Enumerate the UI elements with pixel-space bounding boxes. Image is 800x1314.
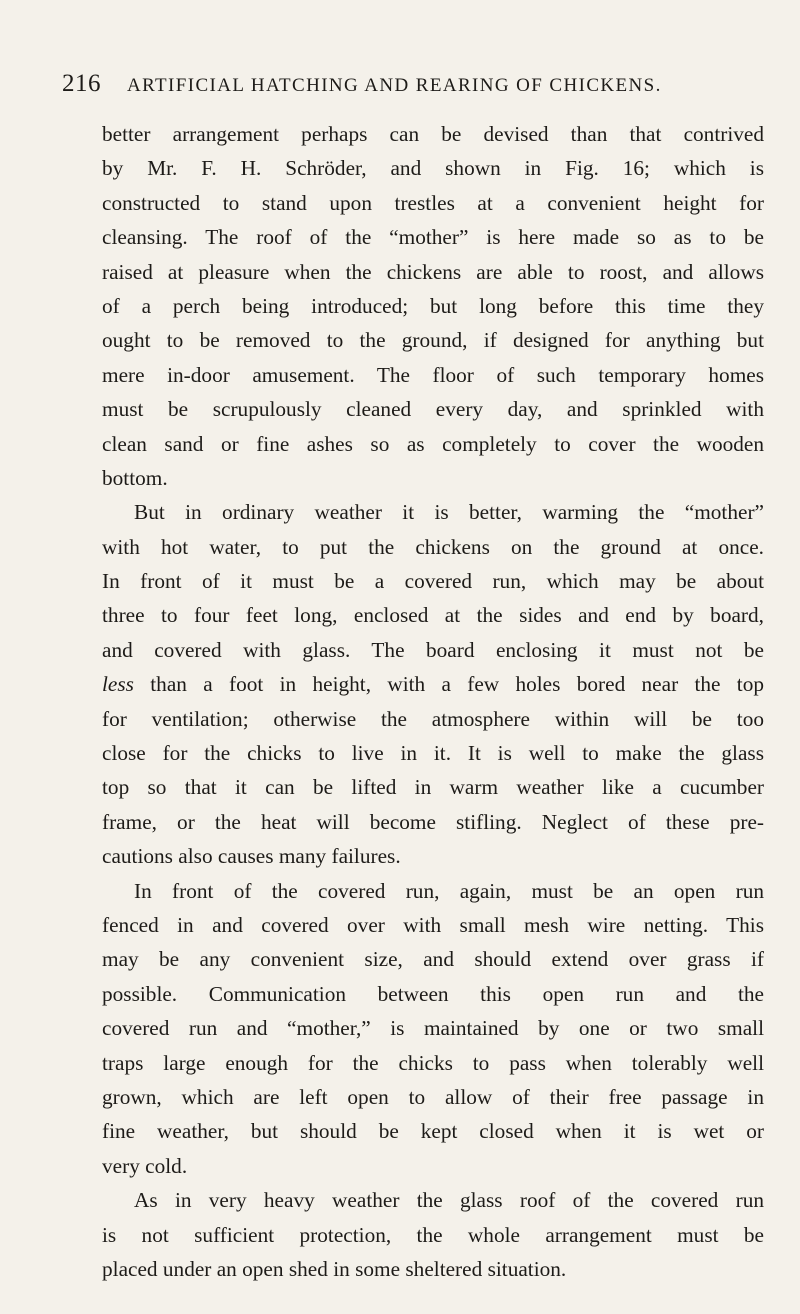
text-line: clean sand or fine ashes so as completely to cover the wooden xyxy=(102,431,764,456)
text-line: may be any convenient size, and should extend over grass if xyxy=(102,947,764,972)
text-line: mere in-door amusement. The floor of such temporary homes xyxy=(102,362,764,387)
text-line-with-italic xyxy=(102,667,764,701)
text-line: fine weather, but should be kept closed when it is wet or xyxy=(102,1119,764,1144)
paragraph-1 xyxy=(102,117,764,495)
text-line: top so that it can be lifted in warm weather like a cucumber xyxy=(102,775,764,800)
italic-word: less xyxy=(102,672,134,697)
running-head: ARTIFICIAL HATCHING AND REARING OF CHICKENS. xyxy=(127,75,662,96)
paragraph-2 xyxy=(102,495,764,873)
text-line: ought to be removed to the ground, if designed for anything but xyxy=(102,328,764,353)
text-line: by Mr. F. H. Schröder, and shown in Fig. 16; which is xyxy=(102,156,764,181)
text-line: grown, which are left open to allow of their free passage in xyxy=(102,1084,764,1109)
page-header xyxy=(62,70,762,106)
page-number: 216 xyxy=(62,70,101,97)
text-line: In front of it must be a covered run, which may be about xyxy=(102,569,764,594)
text-line: fenced in and covered over with small mesh wire netting. This xyxy=(102,912,764,937)
text-line: must be scrupulously cleaned every day, and sprinkled with xyxy=(102,397,764,422)
text-line: frame, or the heat will become stifling. Neglect of these pre- xyxy=(102,809,764,834)
text-line: As in very heavy weather the glass roof of the covered run xyxy=(134,1188,764,1213)
text-line: constructed to stand upon trestles at a convenient height for xyxy=(102,190,764,215)
text-line: But in ordinary weather it is better, warming the “mother” xyxy=(134,500,764,525)
text-line: cautions also causes many failures. xyxy=(102,844,401,869)
text-line: is not sufficient protection, the whole arrangement must be xyxy=(102,1222,764,1247)
text-line: possible. Communication between this open run and the xyxy=(102,981,764,1006)
text-line-rest: than a foot in height, with a few holes bored near the top xyxy=(150,672,765,697)
text-line: placed under an open shed in some sheltered situation. xyxy=(102,1256,567,1281)
text-line: close for the chicks to live in it. It is well to make the glass xyxy=(102,741,764,766)
paragraph-3 xyxy=(102,874,764,1184)
text-line: of a perch being introduced; but long before this time they xyxy=(102,293,764,318)
text-line: cleansing. The roof of the “mother” is here made so as to be xyxy=(102,225,764,250)
text-line: raised at pleasure when the chickens are able to roost, and allows xyxy=(102,259,764,284)
text-line: In front of the covered run, again, must be an open run xyxy=(134,878,764,903)
text-line: very cold. xyxy=(102,1153,188,1178)
text-line: three to four feet long, enclosed at the sides and end by board, xyxy=(102,603,764,628)
text-line: covered run and “mother,” is maintained by one or two small xyxy=(102,1016,764,1041)
body-text xyxy=(102,117,764,1286)
text-line: bottom. xyxy=(102,465,168,490)
text-line: and covered with glass. The board enclosing it must not be xyxy=(102,637,764,662)
text-line: with hot water, to put the chickens on the ground at once. xyxy=(102,534,764,559)
text-line: for ventilation; otherwise the atmosphere within will be too xyxy=(102,706,764,731)
text-line: better arrangement perhaps can be devised than that contrived xyxy=(102,122,764,146)
paragraph-4 xyxy=(102,1183,764,1286)
text-line: traps large enough for the chicks to pass when tolerably well xyxy=(102,1050,764,1075)
